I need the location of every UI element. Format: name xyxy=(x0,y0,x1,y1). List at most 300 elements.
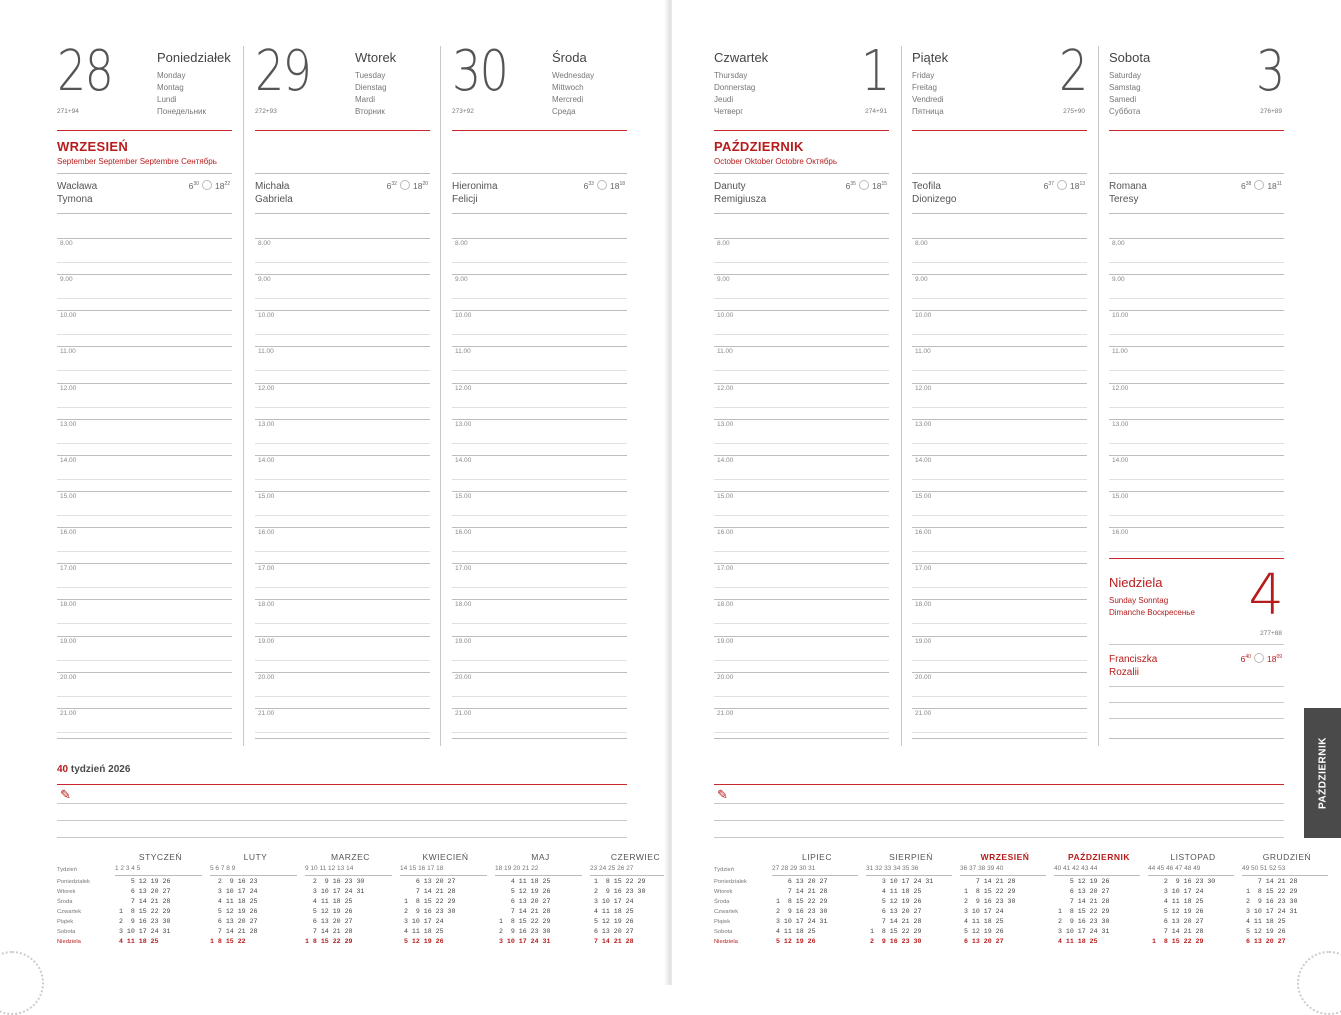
hour-rule xyxy=(1109,383,1284,384)
mini-days xyxy=(495,877,550,947)
bottom-rule xyxy=(452,738,627,739)
name-day: Michała xyxy=(255,181,290,192)
mini-week-row: 3 10 17 24 xyxy=(1148,888,1216,895)
half-hour-rule[interactable] xyxy=(57,515,232,516)
name-day: Wacława xyxy=(57,181,98,192)
pen-icon[interactable]: ✎ xyxy=(60,787,71,802)
mini-week-row: 4 11 18 25 xyxy=(210,898,258,905)
day-name: Poniedziałek xyxy=(157,50,231,65)
month-tab[interactable] xyxy=(1304,708,1341,838)
sunrise-minutes: 40 xyxy=(1245,654,1251,661)
hour-rule xyxy=(452,310,627,311)
half-hour-rule[interactable] xyxy=(255,587,430,588)
hour-label: 14.00 xyxy=(258,457,275,464)
half-hour-rule[interactable] xyxy=(452,732,627,733)
hour-rule xyxy=(452,419,627,420)
day-translations xyxy=(1109,70,1141,118)
day-label: Wtorek xyxy=(57,889,76,895)
half-hour-rule[interactable] xyxy=(57,696,232,697)
hour-rule xyxy=(255,238,430,239)
right-page xyxy=(672,0,1341,985)
half-hour-rule[interactable] xyxy=(714,370,889,371)
pen-icon[interactable]: ✎ xyxy=(717,787,728,802)
sunset-minutes: 18 xyxy=(619,181,625,188)
sunrise-time: $6^{40}$ xyxy=(1240,654,1251,664)
hour-rule xyxy=(255,527,430,528)
day-translations xyxy=(552,70,594,118)
half-hour-rule[interactable] xyxy=(714,732,889,733)
half-hour-rule[interactable] xyxy=(912,407,1087,408)
hour-rule xyxy=(912,310,1087,311)
half-hour-rule[interactable] xyxy=(255,732,430,733)
hour-label: 17.00 xyxy=(258,565,275,572)
hour-label: 16.00 xyxy=(1112,529,1129,536)
hour-rule xyxy=(255,274,430,275)
hour-label: 12.00 xyxy=(60,385,77,392)
name-days xyxy=(57,180,97,206)
line-rule xyxy=(255,213,430,214)
hour-label: 15.00 xyxy=(258,493,275,500)
hour-rule xyxy=(912,708,1087,709)
hour-rule xyxy=(255,310,430,311)
hour-rule xyxy=(912,383,1087,384)
translation: Четверг xyxy=(714,107,744,116)
half-hour-rule[interactable] xyxy=(255,623,430,624)
half-hour-rule[interactable] xyxy=(57,370,232,371)
half-hour-rule[interactable] xyxy=(255,262,430,263)
sunday-line[interactable] xyxy=(1109,702,1284,703)
translation: Суббота xyxy=(1109,107,1141,116)
hour-rule xyxy=(1109,238,1284,239)
half-hour-rule[interactable] xyxy=(714,660,889,661)
half-hour-rule[interactable] xyxy=(1109,370,1284,371)
mini-week-row: 6 13 20 27 xyxy=(495,898,551,905)
sunset-time: $18^{22}$ xyxy=(214,181,230,191)
half-hour-rule[interactable] xyxy=(912,587,1087,588)
hour-label: 10.00 xyxy=(60,312,77,319)
bottom-rule xyxy=(1109,738,1284,739)
day-column xyxy=(57,40,232,740)
hour-label: 21.00 xyxy=(258,710,275,717)
hour-label: 21.00 xyxy=(455,710,472,717)
day-translations xyxy=(157,70,206,118)
half-hour-rule[interactable] xyxy=(1109,443,1284,444)
mini-week-row: 2 9 16 23 xyxy=(210,878,258,885)
notes-rule xyxy=(714,784,1284,785)
half-hour-rule[interactable] xyxy=(714,479,889,480)
half-hour-rule[interactable] xyxy=(452,370,627,371)
half-hour-rule[interactable] xyxy=(1109,515,1284,516)
hour-rule xyxy=(57,672,232,673)
line-rule xyxy=(714,213,889,214)
day-translations xyxy=(912,70,944,118)
half-hour-rule[interactable] xyxy=(1109,262,1284,263)
mini-week-numbers: 49 50 51 52 53 xyxy=(1242,864,1328,874)
translation: Monday xyxy=(157,71,186,80)
translation: Вторник xyxy=(355,107,385,116)
half-hour-rule[interactable] xyxy=(57,660,232,661)
mini-days xyxy=(772,877,827,947)
half-hour-rule[interactable] xyxy=(714,587,889,588)
mini-days xyxy=(1054,877,1109,947)
hour-rule xyxy=(255,383,430,384)
mini-week-row: 3 10 17 24 31 xyxy=(1242,908,1298,915)
half-hour-rule[interactable] xyxy=(255,370,430,371)
hour-label: 19.00 xyxy=(258,638,275,645)
hour-label: 16.00 xyxy=(915,529,932,536)
month-tab-label: PAŹDZIERNIK xyxy=(1317,737,1328,809)
half-hour-rule[interactable] xyxy=(912,660,1087,661)
mini-week-row: 5 12 19 26 xyxy=(495,888,551,895)
half-hour-rule[interactable] xyxy=(912,479,1087,480)
hour-rule xyxy=(714,527,889,528)
translation: Thursday xyxy=(714,71,748,80)
notes-line[interactable] xyxy=(57,837,627,838)
mini-week-row: 6 13 20 27 xyxy=(1054,888,1110,895)
half-hour-rule[interactable] xyxy=(912,298,1087,299)
sunset-minutes: 20 xyxy=(422,181,428,188)
hour-rule xyxy=(57,527,232,528)
hour-rule xyxy=(57,491,232,492)
line-rule xyxy=(57,173,232,174)
mini-week-row: 7 14 21 28 xyxy=(1054,898,1110,905)
translation: Lundi xyxy=(157,95,177,104)
hour-label: 17.00 xyxy=(915,565,932,572)
hour-rule xyxy=(714,599,889,600)
mini-week-row: 6 13 20 27 xyxy=(400,878,456,885)
hour-label: 10.00 xyxy=(455,312,472,319)
sun-times xyxy=(387,180,428,191)
hour-label: 10.00 xyxy=(258,312,275,319)
mini-week-row: 1 8 15 22 29 xyxy=(305,938,365,945)
hour-rule xyxy=(452,238,627,239)
translation: Montag xyxy=(157,83,184,92)
mini-week-numbers: 14 15 16 17 18 xyxy=(400,864,487,874)
mini-week-row: 4 11 18 25 xyxy=(1054,938,1110,945)
mini-week-numbers: 40 41 42 43 44 xyxy=(1054,864,1140,874)
half-hour-rule[interactable] xyxy=(912,370,1087,371)
half-hour-rule[interactable] xyxy=(714,262,889,263)
mini-week-row: 6 13 20 27 xyxy=(210,918,258,925)
half-hour-rule[interactable] xyxy=(714,551,889,552)
day-column xyxy=(912,40,1087,740)
day-number: 29 xyxy=(255,39,311,104)
half-hour-rule[interactable] xyxy=(452,479,627,480)
mini-week-row: 7 14 21 28 xyxy=(1148,928,1216,935)
notes-line[interactable] xyxy=(714,837,1284,838)
half-hour-rule[interactable] xyxy=(452,407,627,408)
bottom-rule xyxy=(255,738,430,739)
half-hour-rule[interactable] xyxy=(57,551,232,552)
line-rule xyxy=(912,173,1087,174)
half-hour-rule[interactable] xyxy=(714,623,889,624)
sun-times xyxy=(846,180,887,191)
name-day: Franciszka xyxy=(1109,654,1158,665)
column-separator xyxy=(901,46,902,746)
day-column xyxy=(714,40,889,740)
mini-month-title: CZERWIEC xyxy=(610,852,661,862)
half-hour-rule[interactable] xyxy=(714,334,889,335)
half-hour-rule[interactable] xyxy=(57,479,232,480)
hour-rule xyxy=(452,383,627,384)
half-hour-rule[interactable] xyxy=(714,443,889,444)
mini-week-numbers: 31 32 33 34 35 36 xyxy=(866,864,952,874)
half-hour-rule[interactable] xyxy=(912,443,1087,444)
mini-week-row: 7 14 21 28 xyxy=(305,928,365,935)
half-hour-rule[interactable] xyxy=(452,696,627,697)
mini-days xyxy=(210,877,257,947)
hour-label: 8.00 xyxy=(60,240,73,247)
half-hour-rule[interactable] xyxy=(57,623,232,624)
half-hour-rule[interactable] xyxy=(57,334,232,335)
hour-label: 8.00 xyxy=(1112,240,1125,247)
half-hour-rule[interactable] xyxy=(1109,407,1284,408)
translation: Wednesday xyxy=(552,71,595,80)
hour-rule xyxy=(1109,274,1284,275)
hour-label: 14.00 xyxy=(717,457,734,464)
day-translations xyxy=(714,70,755,118)
hour-rule xyxy=(57,708,232,709)
half-hour-rule[interactable] xyxy=(452,587,627,588)
hour-rule xyxy=(255,563,430,564)
half-hour-rule[interactable] xyxy=(255,479,430,480)
sun-icon xyxy=(1254,653,1264,663)
hour-rule xyxy=(714,672,889,673)
day-name: Środa xyxy=(552,50,587,65)
half-hour-rule[interactable] xyxy=(57,587,232,588)
hour-rule xyxy=(57,346,232,347)
sun-icon xyxy=(1254,180,1264,190)
half-hour-rule[interactable] xyxy=(255,407,430,408)
hour-label: 20.00 xyxy=(717,674,734,681)
mini-week-numbers: 44 45 46 47 48 49 xyxy=(1148,864,1234,874)
hour-rule xyxy=(714,636,889,637)
half-hour-rule[interactable] xyxy=(1109,479,1284,480)
half-hour-rule[interactable] xyxy=(255,551,430,552)
hour-rule xyxy=(57,238,232,239)
hour-label: 21.00 xyxy=(60,710,77,717)
mini-month-title: KWIECIEŃ xyxy=(422,852,469,862)
sun-times xyxy=(189,180,230,191)
half-hour-rule[interactable] xyxy=(452,334,627,335)
name-day: Hieronima xyxy=(452,181,498,192)
column-separator xyxy=(243,46,244,746)
column-separator xyxy=(440,46,441,746)
half-hour-rule[interactable] xyxy=(255,298,430,299)
half-hour-rule[interactable] xyxy=(912,732,1087,733)
mini-week-row: 6 13 20 27 xyxy=(960,938,1016,945)
day-label-list xyxy=(57,865,90,947)
hour-rule xyxy=(714,274,889,275)
bottom-rule xyxy=(912,738,1087,739)
half-hour-rule[interactable] xyxy=(912,334,1087,335)
hour-label: 13.00 xyxy=(1112,421,1129,428)
half-hour-rule[interactable] xyxy=(912,623,1087,624)
half-hour-rule[interactable] xyxy=(452,660,627,661)
hour-label: 19.00 xyxy=(455,638,472,645)
mini-week-row: 5 12 19 26 xyxy=(115,878,171,885)
half-hour-rule[interactable] xyxy=(452,443,627,444)
sunrise-time: $6^{37}$ xyxy=(1043,181,1054,191)
mini-month-title: STYCZEŃ xyxy=(138,852,183,862)
mini-week-row: 6 13 20 27 xyxy=(1242,938,1298,945)
day-label: Wtorek xyxy=(714,889,733,895)
name-day: Teofila xyxy=(912,181,941,192)
mini-month-title: MARZEC xyxy=(331,852,370,862)
mini-month-title: LIPIEC xyxy=(802,852,832,862)
hour-rule xyxy=(452,455,627,456)
hour-rule xyxy=(255,346,430,347)
mini-days xyxy=(1148,877,1215,947)
half-hour-rule[interactable] xyxy=(1109,334,1284,335)
mini-week-row: 3 10 17 24 xyxy=(400,918,456,925)
mini-week-row: 5 12 19 26 xyxy=(960,928,1016,935)
hour-label: 15.00 xyxy=(1112,493,1129,500)
mini-week-numbers: 5 6 7 8 9 xyxy=(210,864,297,874)
sun-icon xyxy=(597,180,607,190)
mini-month-title: WRZESIEŃ xyxy=(980,852,1030,862)
half-hour-rule[interactable] xyxy=(714,515,889,516)
sun-icon xyxy=(400,180,410,190)
half-hour-rule[interactable] xyxy=(452,262,627,263)
sun-icon xyxy=(202,180,212,190)
hour-label: 21.00 xyxy=(915,710,932,717)
half-hour-rule[interactable] xyxy=(1109,298,1284,299)
half-hour-rule[interactable] xyxy=(452,623,627,624)
half-hour-rule[interactable] xyxy=(255,696,430,697)
sunrise-minutes: 38 xyxy=(1245,181,1252,188)
day-label: Poniedziałek xyxy=(714,879,747,885)
mini-week-row: 1 8 15 22 29 xyxy=(1242,888,1298,895)
column-separator xyxy=(1098,46,1099,746)
day-count: 276+89 xyxy=(1260,108,1282,115)
half-hour-rule[interactable] xyxy=(255,660,430,661)
hour-label: 12.00 xyxy=(717,385,734,392)
mini-week-row: 7 14 21 28 xyxy=(772,888,828,895)
sunset-minutes: 11 xyxy=(1276,181,1282,188)
hour-rule xyxy=(255,672,430,673)
name-day: Gabriela xyxy=(255,194,293,205)
mini-week-row: 4 11 18 25 xyxy=(960,918,1016,925)
hour-label: 13.00 xyxy=(455,421,472,428)
mini-week-row: 1 8 15 22 29 xyxy=(590,878,646,885)
hour-label: 15.00 xyxy=(915,493,932,500)
half-hour-rule[interactable] xyxy=(255,515,430,516)
hour-rule xyxy=(714,491,889,492)
mini-week-row: 4 11 18 25 xyxy=(305,898,365,905)
half-hour-rule[interactable] xyxy=(57,443,232,444)
mini-week-row: 7 14 21 28 xyxy=(115,898,171,905)
header-rule xyxy=(57,130,232,131)
half-hour-rule[interactable] xyxy=(912,262,1087,263)
half-hour-rule[interactable] xyxy=(57,407,232,408)
hour-rule xyxy=(714,346,889,347)
mini-week-row: 3 10 17 24 xyxy=(960,908,1016,915)
hour-rule xyxy=(57,274,232,275)
notes-line[interactable] xyxy=(714,803,1284,804)
half-hour-rule[interactable] xyxy=(452,515,627,516)
half-hour-rule[interactable] xyxy=(714,696,889,697)
hour-rule xyxy=(714,310,889,311)
bottom-rule xyxy=(57,738,232,739)
hour-rule xyxy=(255,419,430,420)
half-hour-rule[interactable] xyxy=(714,298,889,299)
sunday-count: 277+88 xyxy=(1260,630,1282,637)
header-rule xyxy=(714,130,889,131)
header-rule xyxy=(255,130,430,131)
hour-label: 14.00 xyxy=(455,457,472,464)
hour-label: 19.00 xyxy=(60,638,77,645)
sunday-number: 4 xyxy=(1248,563,1284,628)
mini-week-row: 2 9 16 23 30 xyxy=(1242,898,1298,905)
hour-label: 16.00 xyxy=(258,529,275,536)
mini-week-row: 2 9 16 23 30 xyxy=(1054,918,1110,925)
day-number: 30 xyxy=(452,39,508,104)
hour-rule xyxy=(912,346,1087,347)
half-hour-rule[interactable] xyxy=(255,334,430,335)
sunday-names xyxy=(1109,653,1157,679)
hour-label: 8.00 xyxy=(915,240,928,247)
mini-week-row: 6 13 20 27 xyxy=(305,918,365,925)
half-hour-rule[interactable] xyxy=(452,551,627,552)
hour-label: 19.00 xyxy=(717,638,734,645)
sunrise-minutes: 37 xyxy=(1048,181,1054,188)
hour-label: 14.00 xyxy=(915,457,932,464)
hour-label: 13.00 xyxy=(915,421,932,428)
day-number: 3 xyxy=(1256,39,1284,104)
mini-week-row: 3 10 17 24 xyxy=(210,888,258,895)
half-hour-rule[interactable] xyxy=(57,298,232,299)
notes-line[interactable] xyxy=(714,820,1284,821)
sunday-line[interactable] xyxy=(1109,686,1284,687)
week-word: tydzień xyxy=(70,764,109,775)
half-hour-rule[interactable] xyxy=(912,696,1087,697)
hour-label: 11.00 xyxy=(455,348,471,355)
sun-times xyxy=(584,180,625,191)
sunday-line[interactable] xyxy=(1109,718,1284,719)
mini-week-row: 1 8 15 22 xyxy=(210,938,258,945)
mini-week-row: 2 9 16 23 30 xyxy=(115,918,171,925)
half-hour-rule[interactable] xyxy=(452,298,627,299)
notes-line[interactable] xyxy=(57,803,627,804)
half-hour-rule[interactable] xyxy=(57,732,232,733)
hour-rule xyxy=(714,419,889,420)
hour-rule xyxy=(714,563,889,564)
mini-week-row: 2 9 16 23 30 xyxy=(590,888,646,895)
mini-week-row: 3 10 17 24 xyxy=(590,898,646,905)
sunrise-time: $6^{35}$ xyxy=(845,181,856,191)
hour-rule xyxy=(912,563,1087,564)
name-day: Romana xyxy=(1109,181,1147,192)
hour-label: 9.00 xyxy=(1112,276,1125,283)
half-hour-rule[interactable] xyxy=(714,407,889,408)
half-hour-rule[interactable] xyxy=(912,515,1087,516)
mini-week-row: 5 12 19 26 xyxy=(400,938,456,945)
hour-rule xyxy=(1109,346,1284,347)
mini-week-row: 6 13 20 27 xyxy=(772,878,828,885)
translation: Freitag xyxy=(912,83,937,92)
half-hour-rule[interactable] xyxy=(1109,551,1284,552)
notes-line[interactable] xyxy=(57,820,627,821)
hour-rule xyxy=(255,455,430,456)
half-hour-rule[interactable] xyxy=(912,551,1087,552)
corner-decoration xyxy=(0,951,44,1015)
sunrise-time: $6^{32}$ xyxy=(386,181,397,191)
half-hour-rule[interactable] xyxy=(57,262,232,263)
half-hour-rule[interactable] xyxy=(255,443,430,444)
name-day: Dionizego xyxy=(912,194,957,205)
mini-week-row: 4 11 18 25 xyxy=(590,908,646,915)
